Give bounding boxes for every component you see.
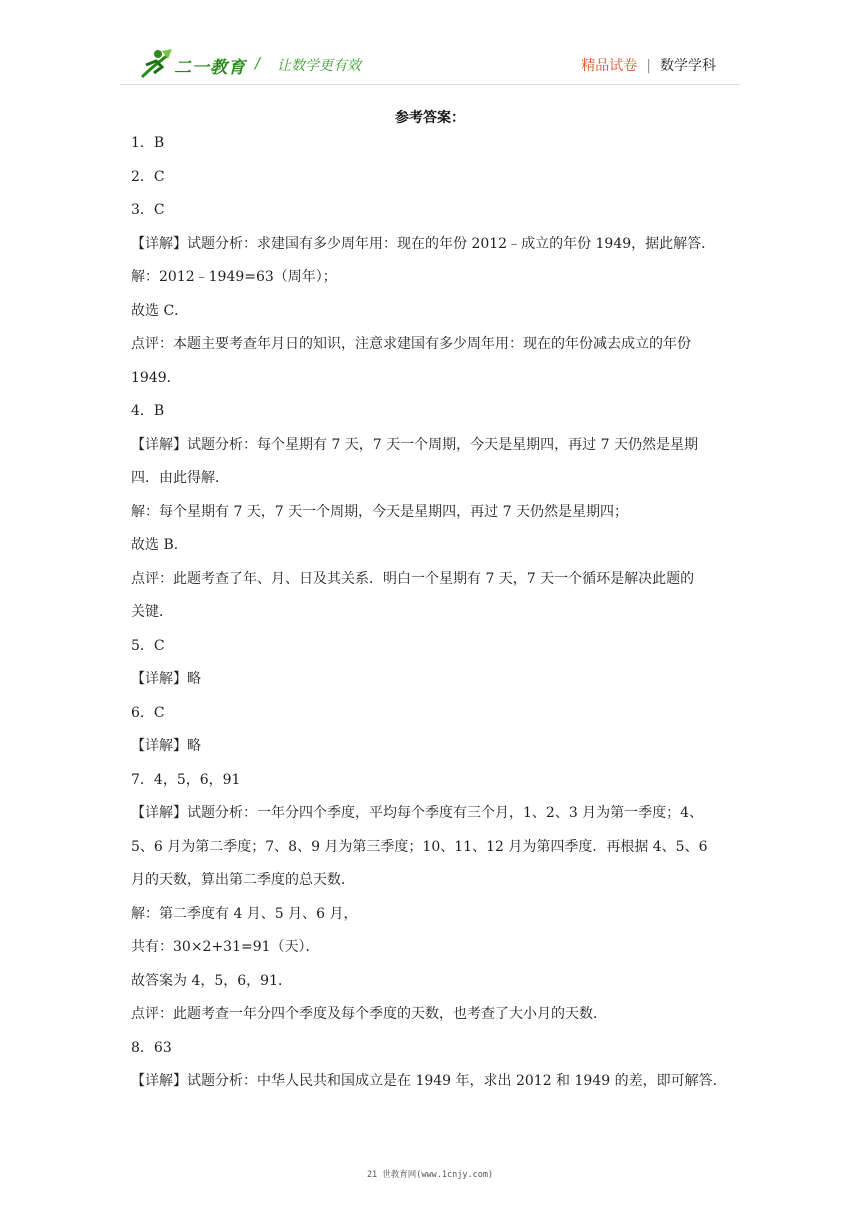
answer-content [131, 133, 731, 1105]
text-line: 点评：本题主要考查年月日的知识，注意求建国有多少周年用：现在的年份减去成立的年份 [131, 336, 691, 352]
text-line: 解：第二季度有 4 月、5 月、6 月， [131, 905, 358, 922]
text-line: 故选 C． [131, 302, 189, 319]
text-line: 【详解】试题分析：每个星期有 7 天，7 天一个周期，今天是星期四，再过 7 天仍然是星期 [131, 436, 698, 453]
header-tag-quality: 精品试卷 [581, 58, 638, 74]
text-line: 共有：30×2+31=91（天）． [131, 939, 320, 955]
text-line: 1．B [131, 135, 165, 151]
text-line: 8．63 [131, 1039, 172, 1056]
text-line: 故选 B． [131, 537, 188, 553]
text-line: 【详解】试题分析：求建国有多少周年用：现在的年份 2012﹣成立的年份 1949，据此解答． [131, 235, 716, 252]
text-line: 【详解】略 [131, 671, 201, 687]
text-line: 故答案为 4，5，6，91． [131, 972, 292, 989]
text-line: 解：2012﹣1949=63（周年）； [131, 269, 337, 285]
text-line: 【详解】略 [131, 738, 201, 754]
text-line: 点评：此题考查了年、月、日及其关系．明白一个星期有 7 天，7 天一个循环是解决此题的 [131, 570, 695, 587]
text-line: 四．由此得解． [131, 470, 229, 486]
text-line: 5、6 月为第二季度；7、8、9 月为第三季度；10、11、12 月为第四季度．再根据 4、5、6 [131, 838, 708, 855]
text-line: 【详解】试题分析：一年分四个季度，平均每个季度有三个月，1、2、3 月为第一季度；4、 [131, 805, 704, 821]
text-line: 5．C [131, 637, 165, 654]
logo-slogan: 让数学更有效 [277, 58, 361, 74]
header-tag-subject: 数学学科 [660, 58, 716, 74]
text-line: 2．C [131, 168, 165, 185]
logo-name: 二一教育 [174, 58, 246, 78]
text-line: 6．C [131, 704, 165, 721]
page-footer: 21 世教育网(www.1cnjy.com) [366, 1170, 494, 1180]
text-line: 点评：此题考查一年分四个季度及每个季度的天数，也考查了大小月的天数． [131, 1006, 607, 1022]
header-tags [581, 55, 716, 75]
text-line: 1949． [131, 369, 181, 386]
text-line: 7．4，5，6，91 [131, 771, 241, 788]
runner-logo-icon [138, 47, 174, 81]
text-line: 关键． [131, 604, 173, 620]
text-line: 【详解】试题分析：中华人民共和国成立是在 1949 年，求出 2012 和 1949 的差，即可解答． [131, 1073, 727, 1089]
text-line: 3．C [131, 202, 165, 218]
answer-title: 参考答案： [395, 110, 465, 126]
logo-separator: / [255, 54, 261, 72]
text-line: 解：每个星期有 7 天，7 天一个周期，今天是星期四，再过 7 天仍然是星期四； [131, 503, 628, 520]
header-divider: | [646, 58, 651, 74]
text-line: 4．B [131, 403, 165, 419]
text-line: 月的天数，算出第二季度的总天数． [131, 872, 355, 888]
header-rule [120, 84, 740, 85]
page-header [0, 0, 860, 90]
